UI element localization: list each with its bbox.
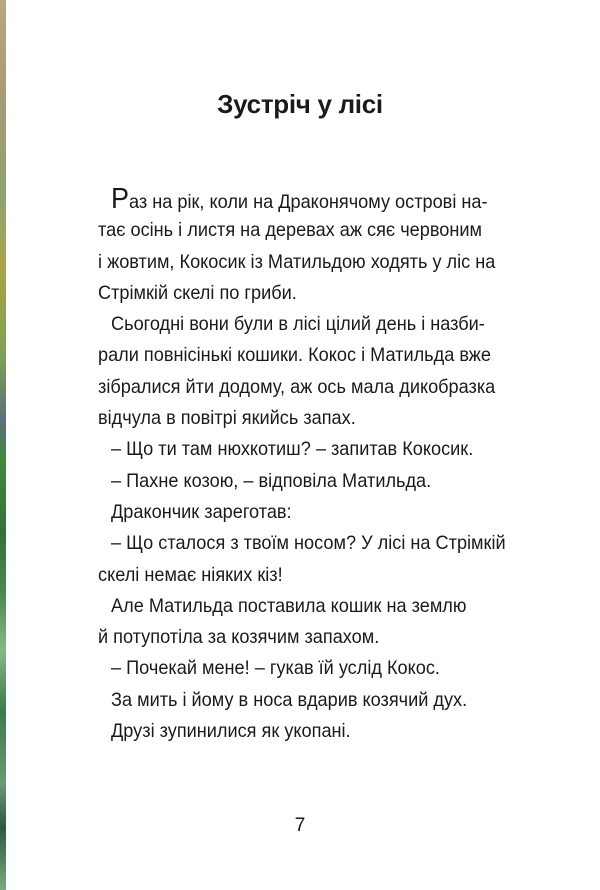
- text-line: тає осінь і листя на деревах аж сяє червоним: [98, 219, 482, 242]
- text-line: – Що сталося з твоїм носом? У лісі на Стрімкій: [111, 532, 506, 555]
- text-line: Сьогодні вони були в лісі цілий день і назби-: [111, 313, 485, 336]
- text-line: скелі немає ніяких кіз!: [98, 563, 283, 586]
- text-line: Друзі зупинилися як укопані.: [111, 720, 351, 743]
- text-line: За мить і йому в носа вдарив козячий дух.: [111, 688, 468, 711]
- text-line: – Що ти там нюхкотиш? – запитав Кокосик.: [111, 438, 474, 461]
- text-line: Але Матильда поставила кошик на землю: [111, 594, 467, 617]
- first-line-text: аз на рік, коли на Драконячому острові на-: [129, 191, 488, 213]
- text-line: Стрімкій скелі по гриби.: [98, 281, 297, 304]
- text-line: – Пахне козою, – відповіла Матильда.: [111, 469, 432, 492]
- body-text: [98, 184, 523, 747]
- text-line: рали повнісінькі кошики. Кокос і Матильда вже: [98, 344, 491, 367]
- text-line: й потупотіла за козячим запахом.: [98, 626, 380, 649]
- text-line: зібралися йти додому, аж ось мала дикобразка: [98, 375, 496, 398]
- text-line: Дракончик зареготав:: [111, 500, 292, 523]
- text-line: відчула в повітрі якийсь запах.: [98, 407, 356, 430]
- drop-cap: Р: [111, 183, 130, 215]
- page-number: 7: [294, 815, 306, 836]
- text-line: і жовтим, Кокосик із Матильдою ходять у ліс на: [98, 250, 496, 273]
- text-line: [98, 184, 523, 215]
- chapter-title: Зустріч у лісі: [217, 89, 383, 119]
- text-line: – Почекай мене! – гукав їй услід Кокос.: [111, 657, 440, 680]
- cover-edge-illustration: [0, 0, 6, 890]
